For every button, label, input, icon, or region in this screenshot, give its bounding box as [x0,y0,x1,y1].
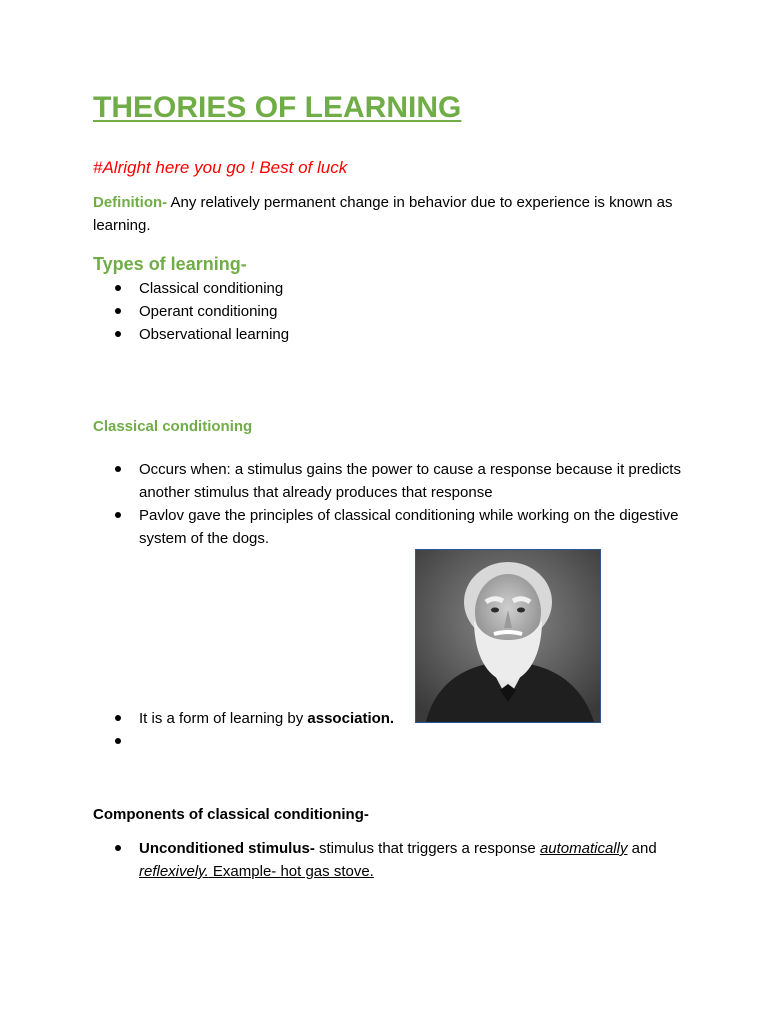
association-list [93,707,693,730]
component-text: and [627,840,657,857]
list-item-text: Observational learning [139,326,290,343]
list-item-text: Pavlov gave the principles of classical conditioning while working on the digestive system of the dogs. [139,507,679,547]
component-emphasis: reflexively. [139,863,209,880]
components-heading: Components of classical conditioning- [93,806,369,823]
tagline: #Alright here you go ! Best of luck [93,158,348,177]
portrait-photo [416,550,600,722]
bullet-icon [115,715,121,721]
classical-conditioning-heading: Classical conditioning [93,418,253,435]
definition-paragraph [93,191,683,237]
list-item-text: Operant conditioning [139,303,278,320]
bullet-icon [115,285,121,291]
bullet-icon [115,738,121,744]
list-item [93,504,693,550]
types-list [93,277,693,346]
bullet-icon [115,331,121,337]
empty-bullet-list [93,730,693,753]
association-text: It is a form of learning by [139,710,308,727]
types-heading: Types of learning- [93,254,247,274]
document-title: THEORIES OF LEARNING [93,91,462,124]
component-emphasis: automatically [539,840,628,857]
definition-label: Definition- [93,194,168,211]
bullet-icon [115,466,121,472]
list-item [93,730,693,753]
list-item-text: Classical conditioning [139,280,284,297]
list-item [93,300,693,323]
components-list [93,837,693,883]
definition-text: Any relatively permanent change in behavior due to experience is known as learning. [93,194,673,234]
pavlov-portrait-image [415,549,601,723]
component-example: Example- hot gas stove. [212,863,374,880]
list-item [93,277,693,300]
classical-points-list [93,458,693,550]
association-bold-text: association. [307,710,395,727]
bullet-icon [115,308,121,314]
list-item [93,323,693,346]
list-item [93,837,693,883]
list-item [93,458,693,504]
bullet-icon [115,845,121,851]
list-item [93,707,693,730]
component-label: Unconditioned stimulus- [139,840,315,857]
list-item-text: Occurs when: a stimulus gains the power to cause a response because it predicts another stimulus that already produces that response [139,461,681,501]
component-text: stimulus that triggers a response [314,840,540,857]
bullet-icon [115,512,121,518]
